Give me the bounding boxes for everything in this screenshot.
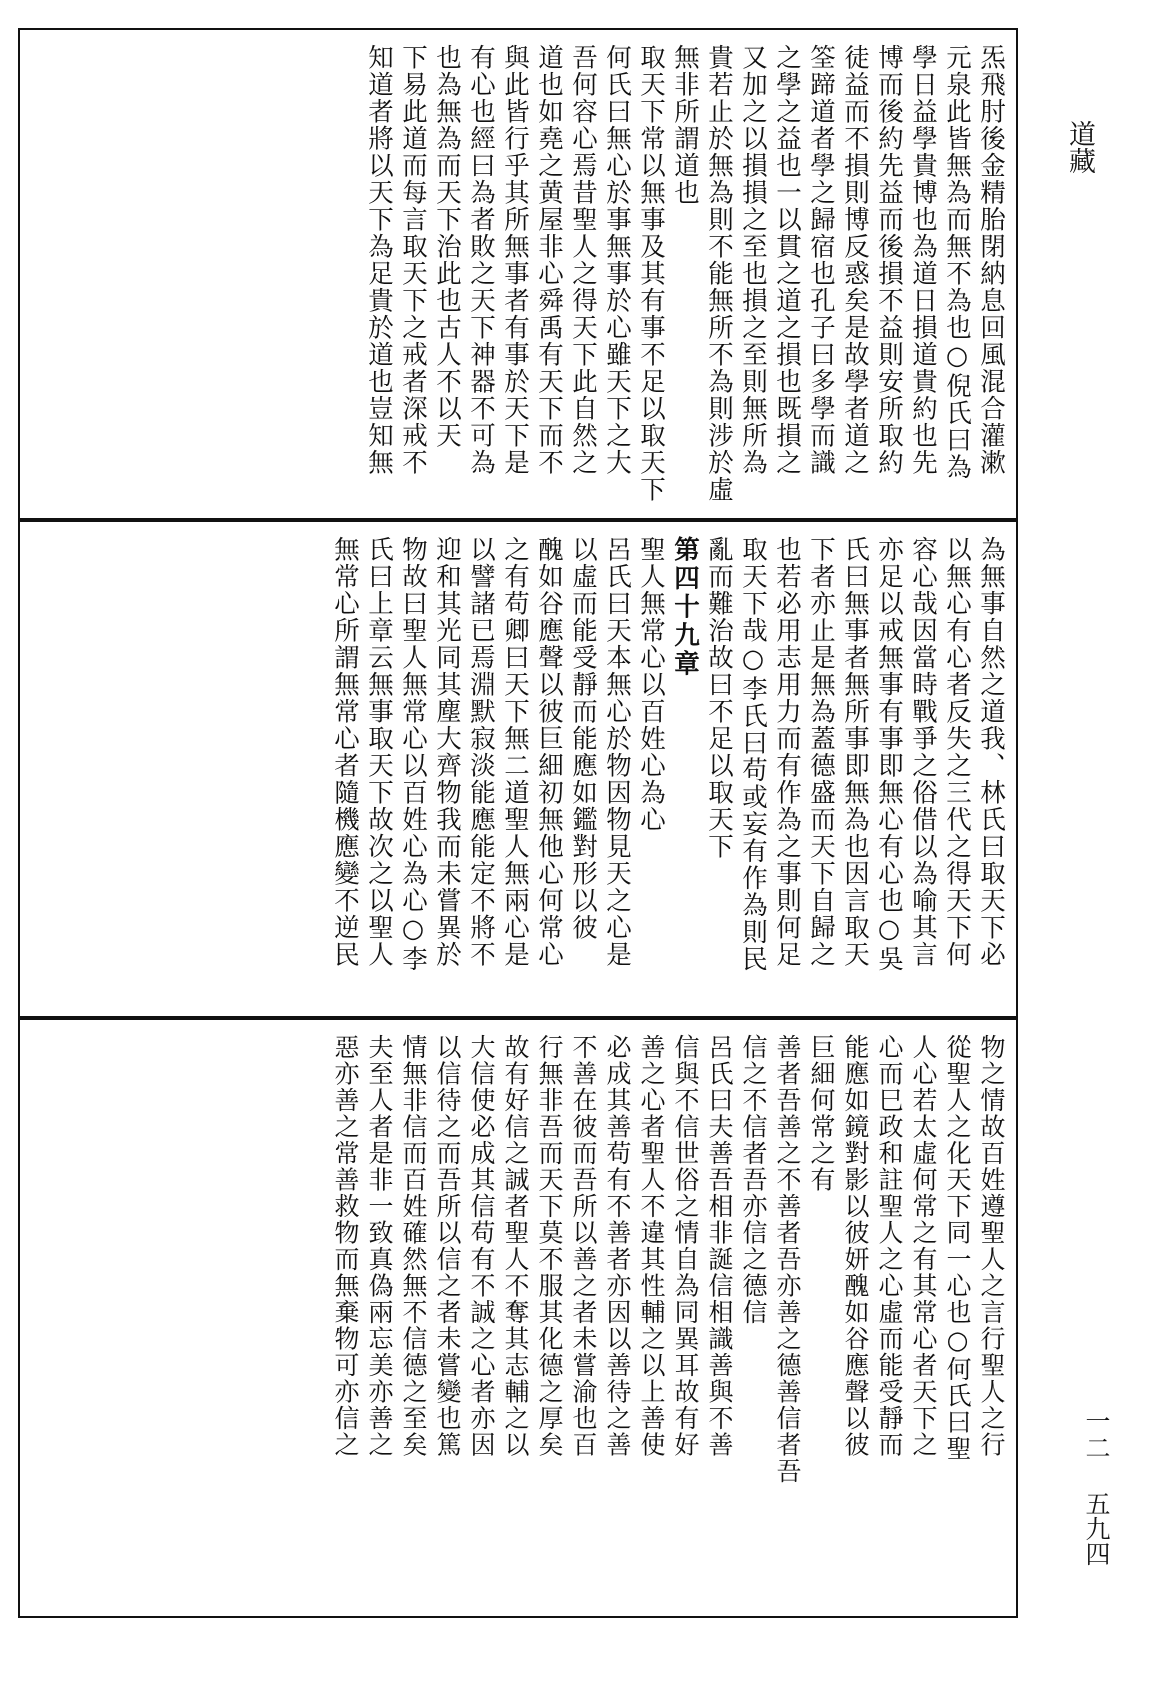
text-column: 醜如谷應聲以彼巨細初無他心何常心 <box>534 536 564 968</box>
text-column: 夫至人者是非一致真偽兩忘美亦善之 <box>365 1034 394 1458</box>
text-column: 能應如鏡對影以彼妍醜如谷應聲以彼 <box>841 1034 870 1458</box>
text-column: 之學之益也一以貫之道之損也既損之 <box>772 44 802 476</box>
text-column: 必成其善苟有不善者亦因以善待之善 <box>603 1034 632 1458</box>
text-column: 也為無為而天下治此也古人不以天 <box>432 44 462 449</box>
text-column: 迎和其光同其塵大齊物我而未嘗異於 <box>432 536 462 968</box>
text-column: 容心哉因當時戰爭之俗借以為喻其言 <box>908 536 938 968</box>
text-column: 呂氏曰天本無心於物因物見天之心是 <box>602 536 632 968</box>
text-column: 學日益學貴博也為道日損道貴約也先 <box>908 44 938 476</box>
collection-title: 道藏 <box>1064 120 1095 174</box>
text-column: 從聖人之化天下同一心也○何氏曰聖 <box>943 1034 972 1462</box>
text-column: 吾何容心焉昔聖人之得天下此自然之 <box>568 44 598 476</box>
text-column: 又加之以損損之至也損之至則無所為 <box>738 44 768 476</box>
text-column: 知道者將以天下為足貴於道也豈知無 <box>364 44 394 476</box>
text-column: 徒益而不損則博反惑矣是故學者道之 <box>840 44 870 476</box>
text-column: 有心也經曰為者敗之天下神器不可為 <box>466 44 496 476</box>
sutra-line: 信之不信者吾亦信之德信 <box>739 1034 768 1326</box>
text-column: 心而巳政和註聖人之心虛而能受靜而 <box>875 1034 904 1458</box>
text-column: 下者亦止是無為蓋德盛而天下自歸之 <box>806 536 836 968</box>
text-column: 情無非信而百姓確然無不信德之至矣 <box>399 1034 428 1458</box>
text-column: 以譬諸已焉淵默寂淡能應能定不將不 <box>466 536 496 968</box>
text-column: 呂氏曰夫善吾相非誕信相識善與不善 <box>705 1034 734 1458</box>
text-column: 善之心者聖人不違其性輔之以上善使 <box>637 1034 666 1458</box>
text-column: 行無非吾而天下莫不服其化德之厚矣 <box>535 1034 564 1458</box>
text-column: 取天下哉○李氏曰苟或妄有作為則民 <box>738 536 768 973</box>
text-column: 巨細何常之有 <box>807 1034 836 1193</box>
text-column: 信與不信世俗之情自為同異耳故有好 <box>671 1034 700 1458</box>
text-column: 惡亦善之常善救物而無棄物可亦信之 <box>331 1034 360 1458</box>
page-number <box>1059 1408 1119 1566</box>
page-number-volume: 一二 <box>1082 1408 1111 1462</box>
block-3-columns <box>18 1020 1018 1616</box>
text-block-3 <box>18 1018 1018 1618</box>
text-column: 無常心所謂無常心者隨機應變不逆民 <box>330 536 360 968</box>
page-margin <box>1019 0 1159 1686</box>
text-column: 炁飛肘後金精胎閉納息回風混合灌漱 <box>976 44 1006 476</box>
text-column: 之有苟卿曰天下無二道聖人無兩心是 <box>500 536 530 968</box>
text-column: 博而後約先益而後損不益則安所取約 <box>874 44 904 476</box>
text-column: 取天下常以無事及其有事不足以取天下 <box>636 44 666 503</box>
text-column: 也若必用志用力而有作為之事則何足 <box>772 536 802 968</box>
text-column: 道也如堯之黄屋非心舜禹有天下而不 <box>534 44 564 476</box>
sutra-line: 善者吾善之不善者吾亦善之德善信者吾 <box>773 1034 802 1485</box>
text-column: 以信待之而吾所以信之者未嘗變也篤 <box>433 1034 462 1458</box>
text-block-2 <box>18 520 1018 1018</box>
chapter-heading: 第四十九章 <box>670 536 700 679</box>
page-number-page: 五九四 <box>1082 1491 1111 1566</box>
text-column: 以虛而能受靜而能應如鑑對形以彼 <box>568 536 598 941</box>
text-column: 不善在彼而吾所以善之者未嘗渝也百 <box>569 1034 598 1458</box>
text-column: 筌蹄道者學之歸宿也孔子曰多學而識 <box>806 44 836 476</box>
text-column: 故有好信之誠者聖人不奪其志輔之以 <box>501 1034 530 1458</box>
text-column: 大信使必成其信苟有不誠之心者亦因 <box>467 1034 496 1458</box>
text-column: 貴若止於無為則不能無所不為則涉於虛 <box>704 44 734 503</box>
text-block-1 <box>18 28 1018 520</box>
text-column: 為無事自然之道我、林氏曰取天下必 <box>976 536 1006 968</box>
text-column: 人心若太虛何常之有其常心者天下之 <box>909 1034 938 1458</box>
sutra-line: 聖人無常心以百姓心為心 <box>636 536 666 833</box>
text-column: 無非所謂道也 <box>670 44 700 206</box>
block-1-columns <box>18 30 1018 518</box>
text-column: 何氏曰無心於事無事於心雖天下之大 <box>602 44 632 476</box>
text-column: 以無心有心者反失之三代之得天下何 <box>942 536 972 968</box>
text-column: 亦足以戒無事有事即無心有心也○吳 <box>874 536 904 973</box>
text-column: 物之情故百姓遵聖人之言行聖人之行 <box>977 1034 1006 1458</box>
text-column: 亂而難治故曰不足以取天下 <box>704 536 734 860</box>
text-column: 氏曰上章云無事取天下故次之以聖人 <box>364 536 394 968</box>
text-column: 下易此道而每言取天下之戒者深戒不 <box>398 44 428 476</box>
text-column: 物故曰聖人無常心以百姓心為心○李 <box>398 536 428 973</box>
block-2-columns <box>18 522 1018 1016</box>
text-column: 與此皆行乎其所無事者有事於天下是 <box>500 44 530 476</box>
text-column: 氏曰無事者無所事即無為也因言取天 <box>840 536 870 968</box>
text-column: 元泉此皆無為而無不為也○倪氏曰為 <box>942 44 972 481</box>
